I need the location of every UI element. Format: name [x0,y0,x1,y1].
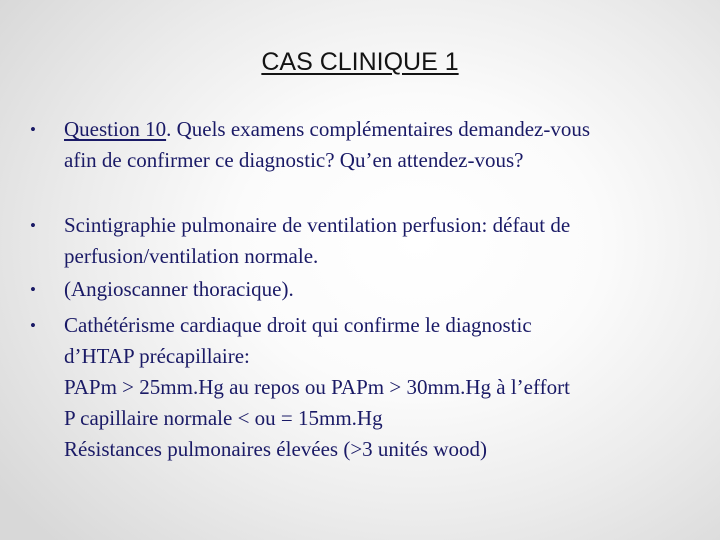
answer-line: Résistances pulmonaires élevées (>3 unités wood) [64,437,487,461]
question-label: Question 10 [64,117,167,141]
answer-line: Scintigraphie pulmonaire de ventilation perfusion: défaut de [64,213,571,237]
answer-line: PAPm > 25mm.Hg au repos ou PAPm > 30mm.Hg à l’effort [64,375,570,399]
slide-title-text: CAS CLINIQUE 1 [261,48,459,76]
question-line-2: afin de confirmer ce diagnostic? Qu’en attendez-vous? [64,148,524,172]
answer-line: d’HTAP précapillaire: [64,344,250,368]
answer-line: (Angioscanner thoracique). [64,277,294,301]
bullet-icon: • [30,316,36,335]
question-line-1-rest: . Quels examens complémentaires demandez-vous [166,117,591,141]
bullet-icon: • [30,120,36,139]
answer-line: perfusion/ventilation normale. [64,244,319,268]
slide-body [30,0,690,540]
answer-line: Cathétérisme cardiaque droit qui confirme le diagnostic [64,313,532,337]
bullet-icon: • [30,280,36,299]
answer-line: P capillaire normale < ou = 15mm.Hg [64,406,383,430]
bullet-icon: • [30,216,36,235]
question-line-1 [64,114,684,145]
